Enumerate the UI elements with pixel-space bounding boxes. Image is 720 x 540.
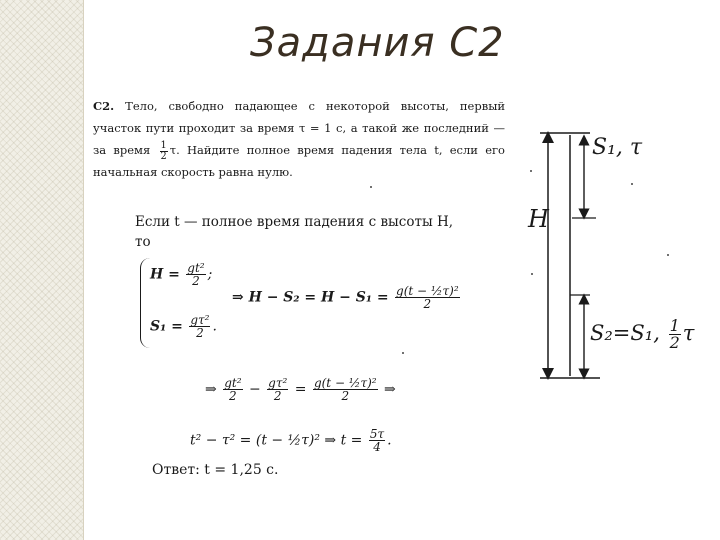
- answer: Ответ: t = 1,25 с.: [152, 462, 279, 478]
- speck: [531, 273, 533, 275]
- slide-title: Задания С2: [250, 20, 505, 66]
- diagram-label-s2: S₂=S₁, $\frac{1}{2}$ τ: [590, 316, 695, 352]
- equation-result: t² − τ² = (t − ½τ)² ⇒ t = $\frac{5\tau}{4}$ .: [190, 427, 392, 454]
- problem-statement: [93, 95, 505, 183]
- diagram-label-s1: S₁, τ: [592, 135, 643, 160]
- equation-s1: S₁ = $\frac{\text{gτ²}}{2}$ .: [150, 313, 217, 340]
- speck: [631, 183, 633, 185]
- speck: [402, 352, 404, 354]
- problem-text: Тело, свободно падающее с некоторой высоты, первый участок пути проходит за время τ = 1 с, а такой же последний — за время: [93, 99, 506, 157]
- speck: [530, 170, 532, 172]
- diagram-label-h: H: [528, 205, 549, 233]
- problem-number: С2.: [93, 99, 115, 113]
- equation-implies-1: ⇒ H − S₂ = H − S₁ = $\frac{\text{g(t − ½τ)²}}{2}$: [232, 284, 459, 311]
- problem-text-after: τ. Найдите полное время падения тела t, если его начальная скорость равна нулю.: [93, 143, 505, 180]
- decorative-border: [0, 0, 84, 540]
- speck: [370, 186, 372, 188]
- speck: [667, 254, 669, 256]
- problem-fraction-den: 2: [160, 150, 167, 162]
- problem-fraction-num: 1: [160, 139, 167, 151]
- problem-fraction: [160, 141, 168, 162]
- equation-implies-2: ⇒ $\frac{\text{gt²}}{2}$ − $\frac{\text{gτ²}}{2}$ = $\frac{\text{g(t − ½τ)²}}{2}$ ⇒: [205, 376, 396, 403]
- solution-intro: Если t — полное время падения с высоты H, то: [135, 214, 454, 250]
- equation-h: H = $\frac{\text{gt²}}{2}$ ;: [150, 261, 213, 288]
